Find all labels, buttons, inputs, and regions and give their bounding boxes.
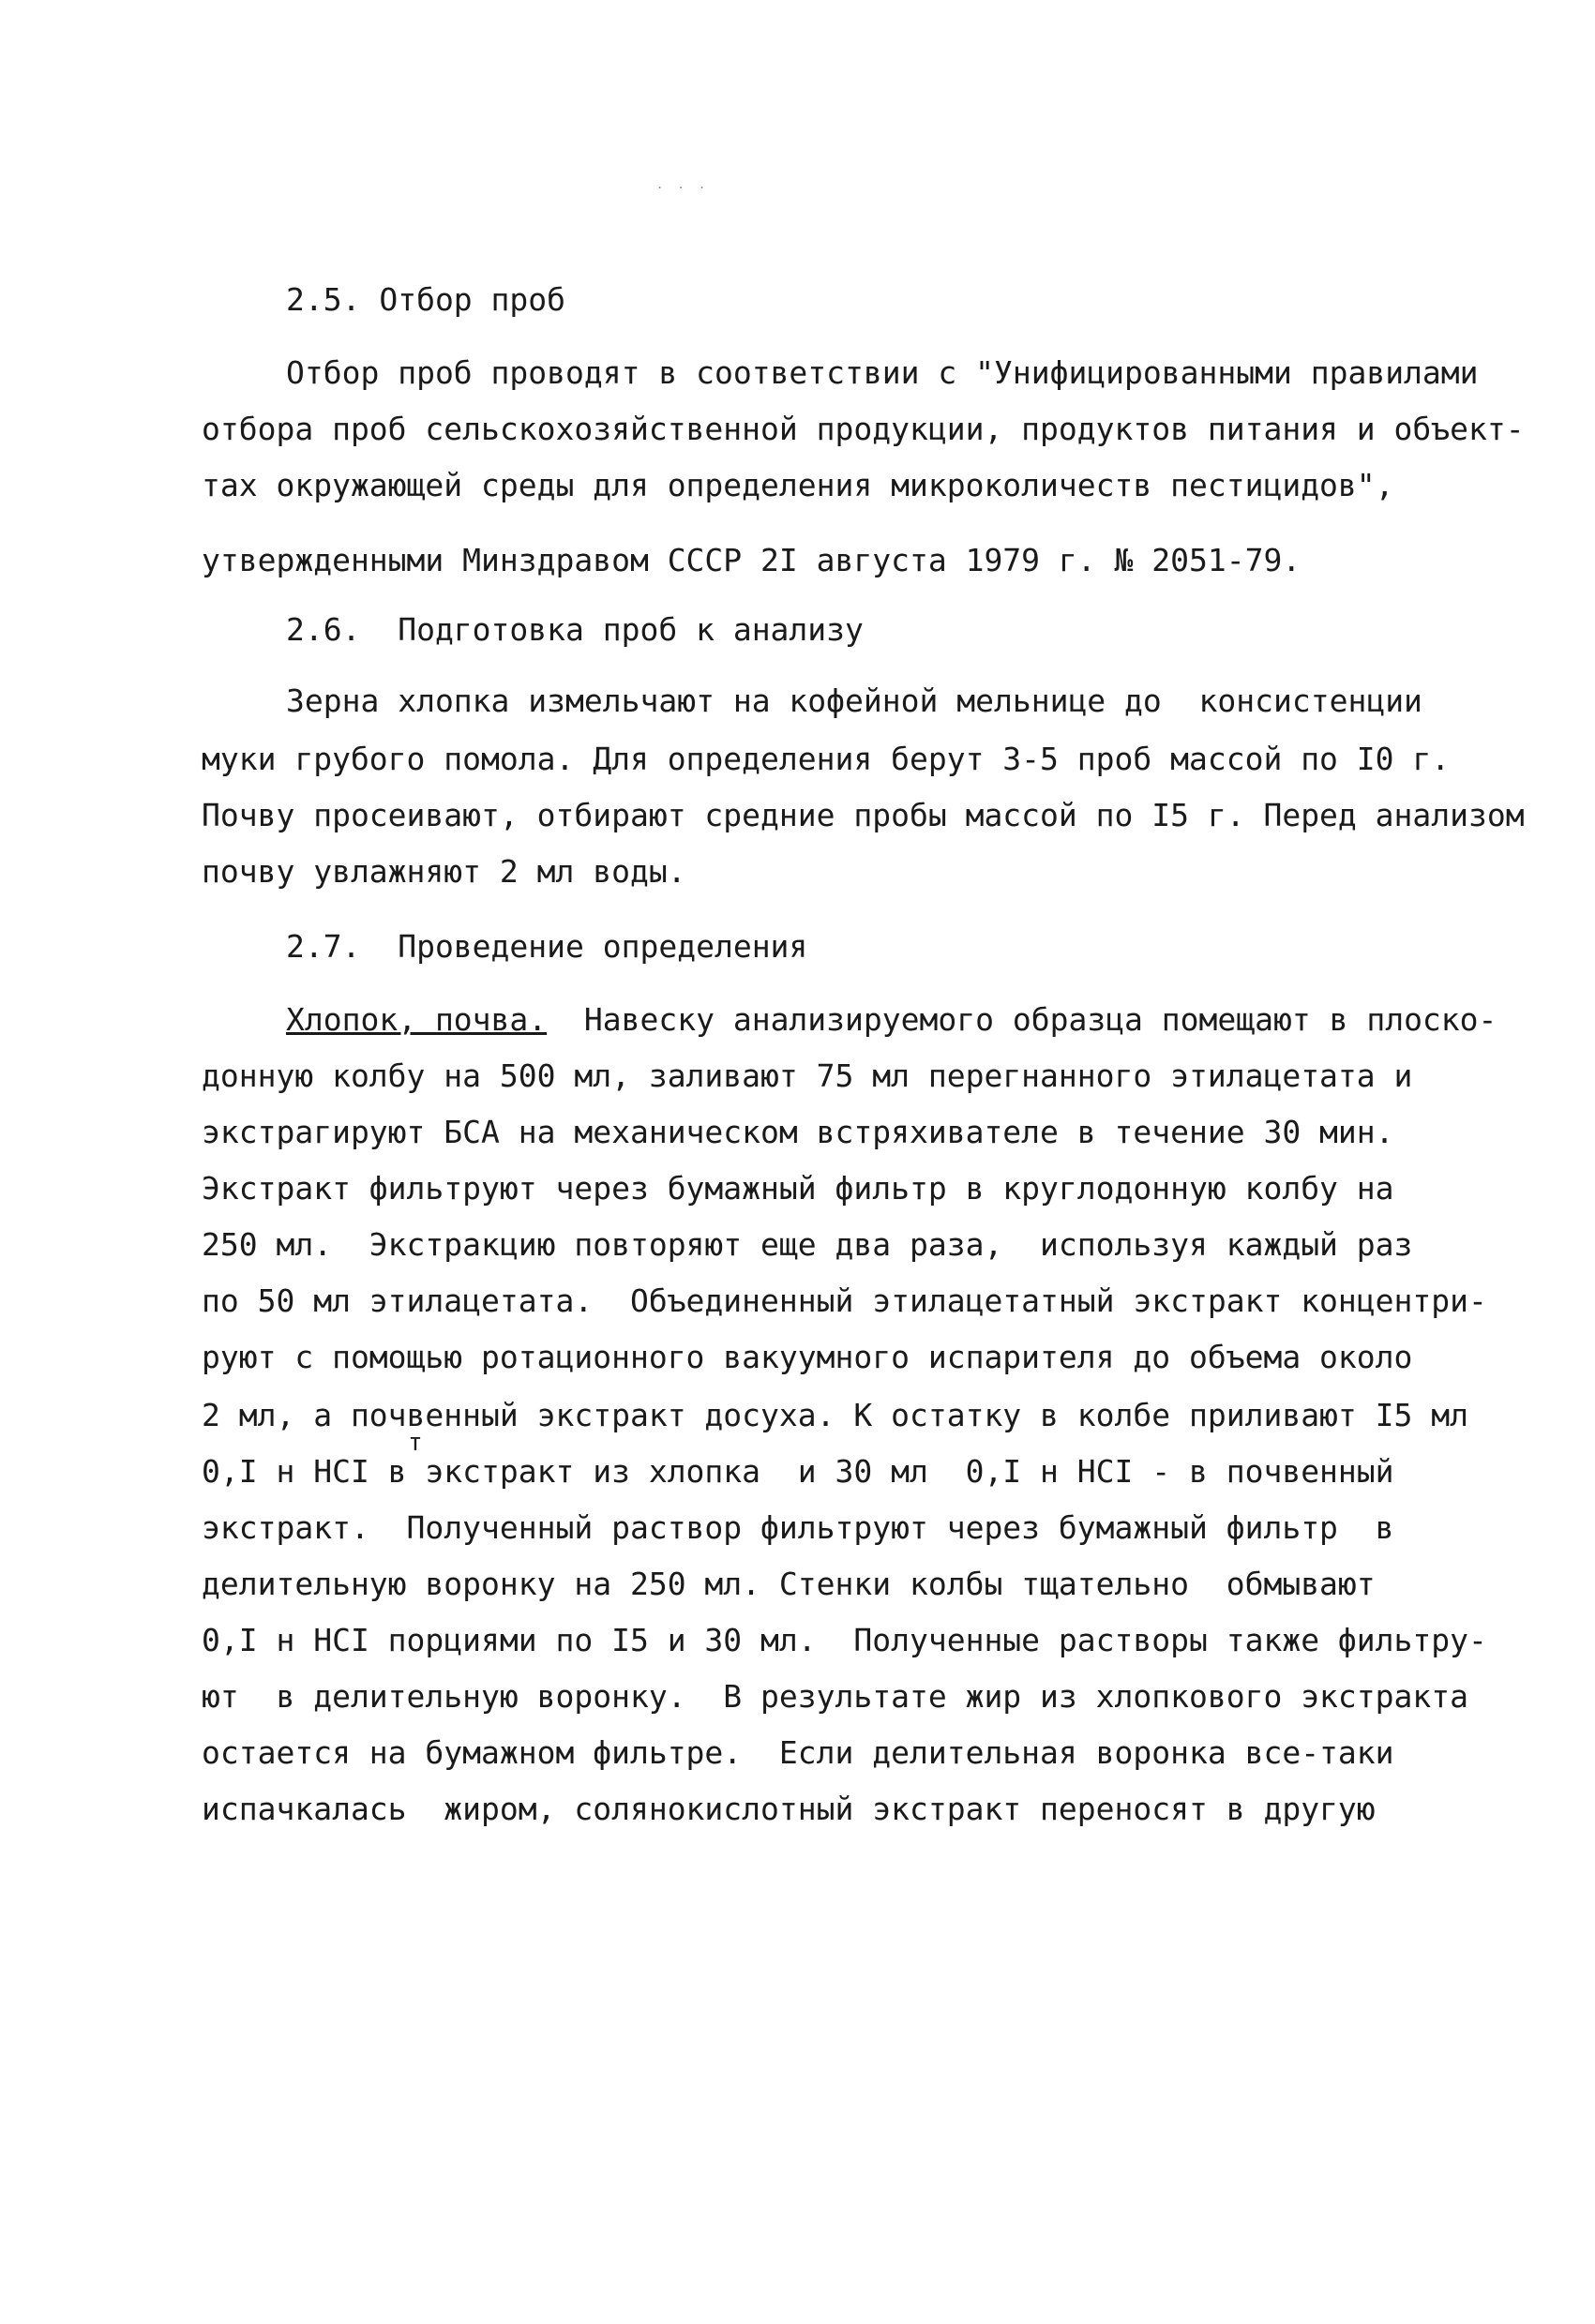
paragraph-line: 0,I н HCI в экстракт из хлопка и 30 мл 0,I н HCI - в почвенный	[202, 1453, 1394, 1490]
paragraph-line: почву увлажняют 2 мл воды.	[202, 853, 686, 890]
paragraph-line: делительную воронку на 250 мл. Стенки колбы тщательно обмывают	[202, 1566, 1376, 1602]
paragraph-line: испачкалась жиром, солянокислотный экстракт переносят в другую	[202, 1791, 1376, 1827]
paragraph-line: 0,I н HCI порциями по I5 и 30 мл. Полученные растворы также фильтру-	[202, 1622, 1487, 1658]
paragraph-line: отбора проб сельскохозяйственной продукции, продуктов питания и объект-	[202, 411, 1525, 447]
paragraph-line: 2 мл, а почвенный экстракт досуха. К остатку в колбе приливают I5 мл	[202, 1397, 1469, 1433]
paragraph-line: остается на бумажном фильтре. Если делительная воронка все-таки	[202, 1734, 1394, 1771]
section-heading-2-5: 2.5. Отбор проб	[286, 281, 566, 318]
paragraph-line: Почву просеивают, отбирают средние пробы массой по I5 г. Перед анализом	[202, 797, 1525, 833]
paragraph-line: 250 мл. Экстракцию повторяют еще два раза, используя каждый раз	[202, 1226, 1413, 1263]
paragraph-first-line-rest: Навеску анализируемого образца помещают в плоско-	[547, 1001, 1497, 1038]
paragraph-line: по 50 мл этилацетата. Объединенный этилацетатный экстракт концентри-	[202, 1282, 1487, 1319]
paragraph-line: экстракт. Полученный раствор фильтруют через бумажный фильтр в	[202, 1509, 1394, 1546]
paragraph-line: ют в делительную воронку. В результате жир из хлопкового экстракта	[202, 1678, 1469, 1715]
section-heading-2-6: 2.6. Подготовка проб к анализу	[286, 611, 864, 648]
section-heading-2-7: 2.7. Проведение определения	[286, 928, 808, 965]
underlined-subject: Хлопок, почва.	[286, 1001, 548, 1038]
scan-artifact-mark: . . .	[656, 178, 710, 191]
paragraph-line: руют с помощью ротационного вакуумного испарителя до объема около	[202, 1339, 1413, 1375]
handwritten-insert-mark: т	[408, 1429, 423, 1457]
paragraph-line: донную колбу на 500 мл, заливают 75 мл перегнанного этилацетата и	[202, 1057, 1413, 1094]
paragraph-first-line	[286, 1001, 1497, 1039]
paragraph-line: Отбор проб проводят в соответствии с "Унифицированными правилами	[286, 354, 1479, 391]
paragraph-line: тах окружающей среды для определения микроколичеств пестицидов",	[202, 467, 1394, 503]
paragraph-line: Экстракт фильтруют через бумажный фильтр в круглодонную колбу на	[202, 1170, 1394, 1207]
paragraph-line: утвержденными Минздравом СССР 2I августа 1979 г. № 2051-79.	[202, 542, 1302, 578]
paragraph-line: экстрагируют БСА на механическом встряхивателе в течение 30 мин.	[202, 1114, 1394, 1150]
paragraph-line: Зерна хлопка измельчают на кофейной мельнице до консистенции	[286, 682, 1422, 719]
paragraph-line: муки грубого помола. Для определения берут 3-5 проб массой по I0 г.	[202, 741, 1451, 777]
